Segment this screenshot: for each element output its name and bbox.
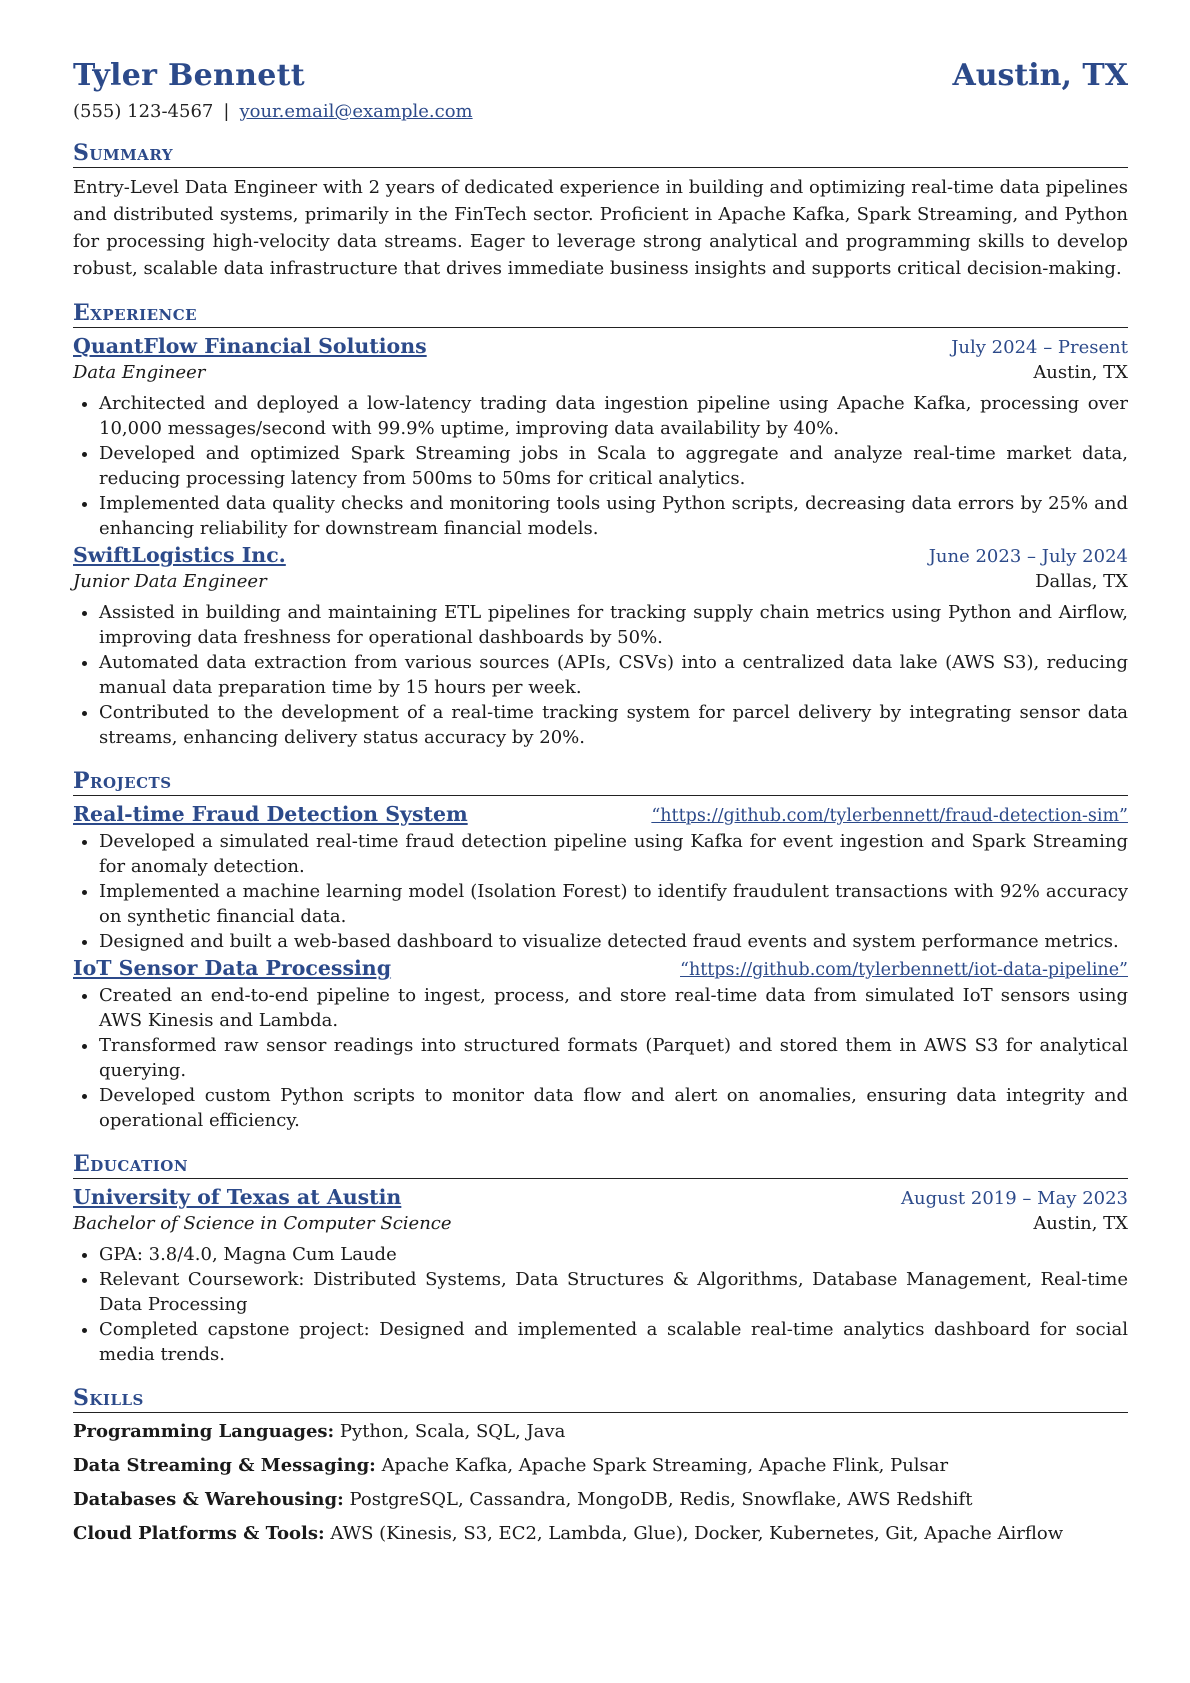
education-bullets [73, 1242, 1128, 1367]
bullet-item: • Created an end-to-end pipeline to ingest, process, and store real-time data from simulated IoT sensors using AWS Kinesis and Lambda. [99, 983, 1128, 1033]
project-repo-link[interactable]: “https://github.com/tylerbennett/iot-data-pipeline” [680, 960, 1128, 980]
bullet-item: • Implemented data quality checks and monitoring tools using Python scripts, decreasing data errors by 25% and enhancing reliability for downstream financial models. [99, 491, 1128, 541]
skill-label: Databases & Warehousing: [73, 1489, 344, 1510]
skill-label: Data Streaming & Messaging: [73, 1455, 376, 1476]
project-name-link[interactable]: IoT Sensor Data Processing [73, 956, 392, 980]
skill-row [73, 1455, 1128, 1476]
job-bullets [73, 391, 1128, 541]
bullet-item: • Implemented a machine learning model (Isolation Forest) to identify fraudulent transactions with 92% accuracy on synthetic financial data. [99, 879, 1128, 929]
bullet-item: • Developed a simulated real-time fraud detection pipeline using Kafka for event ingestion and Spark Streaming for anomaly detection. [99, 829, 1128, 879]
skill-label: Programming Languages: [73, 1421, 335, 1442]
job-entry [73, 334, 1128, 541]
resume-page [73, 58, 1128, 1544]
bullet-item: • Architected and deployed a low-latency trading data ingestion pipeline using Apache Kafka, processing over 10,000 messages/second with 99.9% uptime, improving data availability by 40%. [99, 391, 1128, 441]
bullet-item: • Completed capstone project: Designed and implemented a scalable real-time analytics dashboard for social media trends. [99, 1317, 1128, 1367]
job-location: Dallas, TX [1035, 571, 1128, 592]
contact-separator: | [223, 101, 230, 122]
bullet-item: • Automated data extraction from various sources (APIs, CSVs) into a centralized data lake (AWS S3), reducing manual data preparation time by 15 hours per week. [99, 650, 1128, 700]
resume-header [73, 58, 1128, 93]
education-dates: August 2019 – May 2023 [900, 1188, 1128, 1209]
degree: Bachelor of Science in Computer Science [73, 1213, 452, 1234]
project-name-link[interactable]: Real-time Fraud Detection System [73, 802, 468, 826]
skill-row [73, 1489, 1128, 1510]
company-name-link[interactable]: QuantFlow Financial Solutions [73, 334, 427, 358]
email-link[interactable]: your.email@example.com [239, 101, 473, 122]
job-location: Austin, TX [1033, 362, 1128, 383]
skill-value: Apache Kafka, Apache Spark Streaming, Apache Flink, Pulsar [381, 1455, 949, 1476]
bullet-item: • Transformed raw sensor readings into structured formats (Parquet) and stored them in AWS S3 for analytical querying. [99, 1033, 1128, 1083]
project-repo-link[interactable]: “https://github.com/tylerbennett/fraud-detection-sim” [651, 806, 1128, 826]
job-bullets [73, 600, 1128, 750]
job-role: Junior Data Engineer [73, 571, 267, 592]
bullet-item: • Developed and optimized Spark Streaming jobs in Scala to aggregate and analyze real-time market data, reducing processing latency from 500ms to 50ms for critical analytics. [99, 441, 1128, 491]
skill-value: AWS (Kinesis, S3, EC2, Lambda, Glue), Docker, Kubernetes, Git, Apache Airflow [330, 1523, 1064, 1544]
skill-value: PostgreSQL, Cassandra, MongoDB, Redis, Snowflake, AWS Redshift [349, 1489, 973, 1510]
project-entry [73, 802, 1128, 954]
project-entry [73, 956, 1128, 1133]
school-name-link[interactable]: University of Texas at Austin [73, 1185, 402, 1209]
contact-line [73, 101, 1128, 122]
job-dates: June 2023 – July 2024 [928, 546, 1128, 567]
company-name-link[interactable]: SwiftLogistics Inc. [73, 543, 286, 567]
school-location: Austin, TX [1033, 1213, 1128, 1234]
candidate-location: Austin, TX [952, 58, 1128, 93]
education-entry [73, 1185, 1128, 1367]
bullet-item: • Designed and built a web-based dashboard to visualize detected fraud events and system performance metrics. [99, 929, 1128, 954]
bullet-item: • GPA: 3.8/4.0, Magna Cum Laude [99, 1242, 1128, 1267]
job-dates: July 2024 – Present [951, 337, 1128, 358]
phone-number: (555) 123-4567 [73, 101, 214, 122]
skill-label: Cloud Platforms & Tools: [73, 1523, 325, 1544]
bullet-item: • Relevant Coursework: Distributed Systems, Data Structures & Algorithms, Database Management, Real-time Data Processing [99, 1267, 1128, 1317]
bullet-item: • Assisted in building and maintaining ETL pipelines for tracking supply chain metrics using Python and Airflow, improving data freshness for operational dashboards by 50%. [99, 600, 1128, 650]
section-title-education: Education [73, 1151, 1128, 1179]
project-bullets [73, 983, 1128, 1133]
skill-value: Python, Scala, SQL, Java [339, 1421, 566, 1442]
section-title-experience: Experience [73, 300, 1128, 328]
skill-row [73, 1421, 1128, 1442]
candidate-name: Tyler Bennett [73, 58, 305, 93]
section-title-skills: Skills [73, 1385, 1128, 1413]
section-title-projects: Projects [73, 768, 1128, 796]
section-title-summary: Summary [73, 140, 1128, 168]
summary-text: Entry-Level Data Engineer with 2 years of dedicated experience in building and optimizing real-time data pipelines and distributed systems, primarily in the FinTech sector. Proficient in Apache Kafka, Spark Streaming, and Python for processing high-velocity data streams. Eager to leverage strong analytical and programming skills to develop robust, scalable data infrastructure that drives immediate business insights and supports critical decision-making. [73, 177, 1128, 279]
project-bullets [73, 829, 1128, 954]
bullet-item: • Contributed to the development of a real-time tracking system for parcel delivery by integrating sensor data streams, enhancing delivery status accuracy by 20%. [99, 700, 1128, 750]
skill-row [73, 1523, 1128, 1544]
job-entry [73, 543, 1128, 750]
job-role: Data Engineer [73, 362, 206, 383]
bullet-item: • Developed custom Python scripts to monitor data flow and alert on anomalies, ensuring data integrity and operational efficiency. [99, 1083, 1128, 1133]
